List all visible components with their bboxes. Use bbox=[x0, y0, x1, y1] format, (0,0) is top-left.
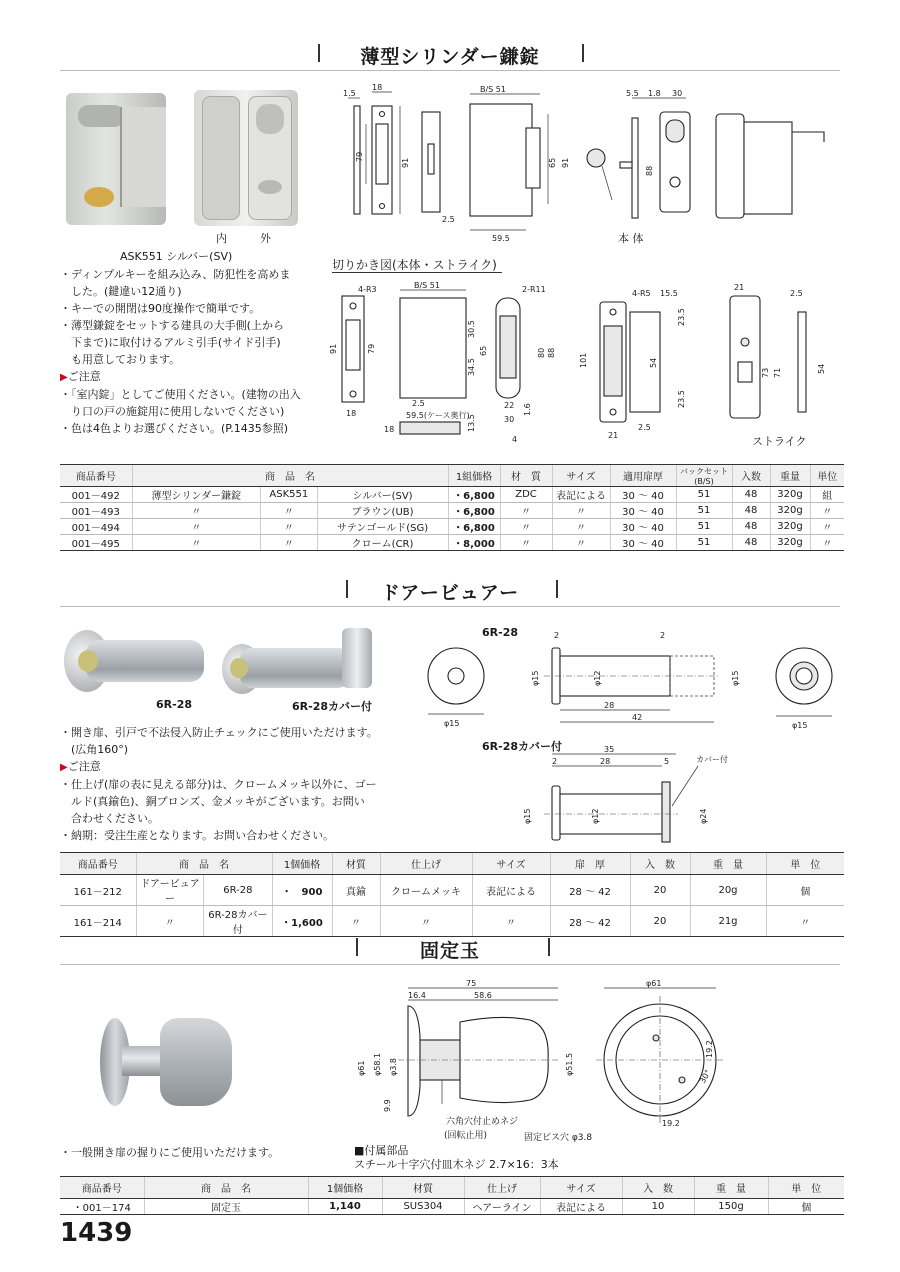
cell: 161－214 bbox=[60, 906, 136, 937]
table-row bbox=[60, 1199, 844, 1215]
cell: 〃 bbox=[500, 535, 552, 551]
col-header: 商 品 名 bbox=[132, 465, 448, 487]
note-line: 合わせください。 bbox=[60, 812, 159, 825]
dim-bs51: B/S 51 bbox=[480, 85, 506, 94]
cell: サテンゴールド(SG) bbox=[317, 519, 448, 535]
col-header: 商 品 名 bbox=[136, 853, 272, 875]
title-rule bbox=[60, 964, 840, 965]
drawing-label-6r28-cover: 6R-28カバー付 bbox=[482, 740, 562, 753]
dim-42: 42 bbox=[632, 713, 643, 722]
section-title-cylinder-lock: 薄型シリンダー鎌錠 bbox=[360, 46, 540, 68]
cell: シルバー(SV) bbox=[317, 487, 448, 503]
dim-21: 21 bbox=[608, 431, 619, 440]
cover-label: カバー付 bbox=[696, 755, 728, 764]
table-header-row bbox=[60, 465, 844, 487]
lock-body-drawing bbox=[330, 84, 850, 244]
note-line: ・「室内錠」としてご使用ください。(建物の出入 bbox=[60, 388, 301, 401]
price-cell: ・8,000 bbox=[448, 535, 500, 551]
cell: 〃 bbox=[552, 535, 610, 551]
cell: 150g bbox=[694, 1199, 768, 1215]
cell: 〃 bbox=[261, 535, 318, 551]
col-header: 仕上げ bbox=[380, 853, 472, 875]
photo-caption: ASK551 シルバー(SV) bbox=[120, 250, 233, 263]
viewer-label-b: 6R-28カバー付 bbox=[292, 700, 372, 713]
dim-4: 4 bbox=[512, 435, 518, 444]
title-bar-right bbox=[556, 580, 558, 598]
dim-30b: 30 bbox=[504, 415, 515, 424]
cutout-drawing bbox=[330, 282, 850, 452]
dim-deg30: 30° bbox=[697, 1068, 713, 1085]
col-header: 重 量 bbox=[694, 1177, 768, 1199]
cell: 〃 bbox=[472, 906, 550, 937]
dim-54: 54 bbox=[649, 357, 658, 368]
cell: 〃 bbox=[810, 503, 844, 519]
table-header-row bbox=[60, 1177, 844, 1199]
dim-54b: 54 bbox=[817, 363, 826, 374]
cell: 28 ～ 42 bbox=[550, 906, 630, 937]
note-line: り口の戸の施錠用に使用しないでください) bbox=[60, 405, 285, 418]
feature-line: 下まで)に取付けるアルミ引手(サイド引手) bbox=[60, 336, 281, 349]
cell: ドアービュアー bbox=[136, 875, 204, 906]
title-bar-right bbox=[548, 938, 550, 956]
col-header: 入 数 bbox=[622, 1177, 694, 1199]
col-header: 重 量 bbox=[690, 853, 766, 875]
section-title-door-viewer: ドアービュアー bbox=[380, 582, 520, 604]
cell: 個 bbox=[768, 1199, 844, 1215]
col-header: 適用扉厚 bbox=[610, 465, 676, 487]
knob-face-drawing bbox=[596, 976, 726, 1126]
screw-label-1: 六角穴付止めネジ bbox=[446, 1117, 519, 1127]
dim-91b: 91 bbox=[561, 157, 570, 168]
table-row bbox=[60, 503, 844, 519]
dim-18b: 18 bbox=[346, 409, 357, 418]
col-header: 入数 bbox=[732, 465, 770, 487]
cell: 320g bbox=[770, 487, 810, 503]
cell: 〃 bbox=[132, 535, 261, 551]
dim-case: 59.5(ケース奥行) bbox=[406, 411, 470, 420]
dim-58-6: 58.6 bbox=[474, 991, 492, 1000]
parts-heading: ■付属部品 bbox=[354, 1144, 409, 1157]
cell: クロームメッキ bbox=[380, 875, 472, 906]
viewer-drawing-6r28-cover bbox=[500, 746, 760, 846]
cell: 001－494 bbox=[60, 519, 132, 535]
dim-91: 91 bbox=[401, 157, 410, 168]
feature-line: ・キーでの開閉は90度操作で簡単です。 bbox=[60, 302, 261, 315]
cell: 〃 bbox=[261, 503, 318, 519]
dim-bs51b: B/S 51 bbox=[414, 281, 440, 290]
dim-2a: 2 bbox=[554, 631, 560, 640]
cell: 〃 bbox=[332, 906, 380, 937]
table-row bbox=[60, 906, 844, 937]
cell: ZDC bbox=[500, 487, 552, 503]
photo-label-outer: 外 bbox=[260, 232, 271, 245]
dim-18: 18 bbox=[372, 83, 383, 92]
col-header: 重量 bbox=[770, 465, 810, 487]
dim-r3: 4-R3 bbox=[358, 285, 377, 294]
price-cell: ・1,600 bbox=[272, 906, 332, 937]
note-line: ・色は4色よりお選びください。(P.1435参照) bbox=[60, 422, 288, 435]
photo-label-inner: 内 bbox=[216, 232, 227, 245]
cell: 320g bbox=[770, 503, 810, 519]
dim-19-2: 19.2 bbox=[705, 1040, 714, 1058]
knob-section-drawing bbox=[350, 976, 580, 1136]
cell: 21g bbox=[690, 906, 766, 937]
col-header: 1個価格 bbox=[272, 853, 332, 875]
dim-65b: 65 bbox=[479, 345, 488, 356]
title-rule bbox=[60, 70, 840, 71]
cell: 51 bbox=[676, 519, 732, 535]
cell: 30 ～ 40 bbox=[610, 519, 676, 535]
s1-feature-list bbox=[60, 266, 301, 437]
price-cell: ・ 900 bbox=[272, 875, 332, 906]
dim-phi12b: φ12 bbox=[591, 808, 600, 824]
col-header: サイズ bbox=[540, 1177, 622, 1199]
cell: 〃 bbox=[132, 519, 261, 535]
knob-photo bbox=[100, 1012, 240, 1112]
cell: 320g bbox=[770, 535, 810, 551]
dim-79: 79 bbox=[355, 151, 364, 162]
dim-23-5: 23.5 bbox=[677, 308, 686, 326]
col-header: 材質 bbox=[382, 1177, 464, 1199]
viewer-photo-6r28-cover bbox=[222, 618, 382, 694]
cell: 001－492 bbox=[60, 487, 132, 503]
col-header: 単 位 bbox=[768, 1177, 844, 1199]
dim-28: 28 bbox=[604, 701, 615, 710]
cell: 個 bbox=[766, 875, 844, 906]
cell: 30 ～ 40 bbox=[610, 503, 676, 519]
cell: 48 bbox=[732, 519, 770, 535]
drawing-label-6r28: 6R-28 bbox=[482, 626, 518, 639]
title-bar-right bbox=[582, 44, 584, 62]
cell: 48 bbox=[732, 535, 770, 551]
cell: 001－493 bbox=[60, 503, 132, 519]
note-line: ・納期：受注生産となります。お問い合わせください。 bbox=[60, 829, 335, 842]
dim-71: 71 bbox=[773, 367, 782, 378]
lock-photo-outer bbox=[194, 90, 298, 226]
dim-phi61: φ61 bbox=[357, 1060, 366, 1076]
feature-line: ・ディンプルキーを組み込み、防犯性を高めま bbox=[60, 268, 291, 281]
col-header: 仕上げ bbox=[464, 1177, 540, 1199]
dim-15-5: 15.5 bbox=[660, 289, 678, 298]
dim-101: 101 bbox=[579, 352, 588, 368]
s2-spec-table bbox=[60, 852, 844, 937]
dim-9-9: 9.9 bbox=[383, 1099, 392, 1112]
col-header: 商品番号 bbox=[60, 465, 132, 487]
note-arrow-icon: ▶ bbox=[60, 762, 68, 773]
cell: 真鍮 bbox=[332, 875, 380, 906]
dim-16-4: 16.4 bbox=[408, 991, 426, 1000]
price-cell: ・6,800 bbox=[448, 519, 500, 535]
cell: クローム(CR) bbox=[317, 535, 448, 551]
dim-phi3-8: φ3.8 bbox=[389, 1058, 398, 1076]
cell: 〃 bbox=[261, 519, 318, 535]
cell: 48 bbox=[732, 503, 770, 519]
cell: 6R-28 bbox=[204, 875, 272, 906]
cell: 320g bbox=[770, 519, 810, 535]
dim-21b: 21 bbox=[734, 283, 745, 292]
dim-2-5: 2.5 bbox=[442, 215, 455, 224]
col-header: 入 数 bbox=[630, 853, 690, 875]
s1-spec-table bbox=[60, 464, 844, 551]
dim-30-5: 30.5 bbox=[467, 320, 476, 338]
cutout-heading: 切りかき図(本体・ストライク) bbox=[332, 258, 497, 272]
cell: SUS304 bbox=[382, 1199, 464, 1215]
dim-phi15c: φ15 bbox=[731, 670, 740, 686]
cell: 〃 bbox=[810, 519, 844, 535]
dim-30: 30 bbox=[672, 89, 683, 98]
drawing-label-body: 本 体 bbox=[618, 232, 644, 245]
col-header: 材 質 bbox=[500, 465, 552, 487]
note-heading: ご注意 bbox=[67, 370, 101, 383]
dim-73: 73 bbox=[761, 367, 770, 378]
table-row bbox=[60, 875, 844, 906]
dim-88: 88 bbox=[645, 165, 654, 176]
cell: 薄型シリンダー鎌錠 bbox=[132, 487, 261, 503]
dim-r5: 4-R5 bbox=[632, 289, 651, 298]
cell: 20 bbox=[630, 875, 690, 906]
dim-phi12: φ12 bbox=[593, 670, 602, 686]
col-header: 扉 厚 bbox=[550, 853, 630, 875]
viewer-label-a: 6R-28 bbox=[156, 698, 192, 711]
cell: 〃 bbox=[500, 503, 552, 519]
note-line: ・仕上げ(扉の表に見える部分)は、クロームメッキ以外に、ゴー bbox=[60, 778, 377, 791]
dim-34-5: 34.5 bbox=[467, 358, 476, 376]
cell: 固定玉 bbox=[144, 1199, 308, 1215]
cutout-rule bbox=[332, 272, 502, 273]
dim-phi51-5: φ51.5 bbox=[565, 1052, 574, 1076]
dim-5-5: 5.5 bbox=[626, 89, 639, 98]
section-title-fixed-knob: 固定玉 bbox=[419, 940, 480, 962]
dim-phi15e: φ15 bbox=[523, 808, 532, 824]
viewer-photo-6r28 bbox=[64, 630, 204, 692]
col-header: 1組価格 bbox=[448, 465, 500, 487]
dim-1-5: 1.5 bbox=[343, 89, 356, 98]
cell: 組 bbox=[810, 487, 844, 503]
dim-35: 35 bbox=[604, 745, 615, 754]
cell: 〃 bbox=[810, 535, 844, 551]
cell: 表記による bbox=[552, 487, 610, 503]
cell: 51 bbox=[676, 487, 732, 503]
col-header: 単 位 bbox=[766, 853, 844, 875]
cell: 表記による bbox=[540, 1199, 622, 1215]
strike-label: ストライク bbox=[752, 435, 807, 448]
cell: 28 ～ 42 bbox=[550, 875, 630, 906]
col-header: 商品番号 bbox=[60, 853, 136, 875]
cell: 20g bbox=[690, 875, 766, 906]
cell: 30 ～ 40 bbox=[610, 535, 676, 551]
dim-phi15d: φ15 bbox=[792, 721, 808, 730]
feature-line: ・開き扉、引戸で不法侵入防止チェックにご使用いただけます。 bbox=[60, 726, 378, 739]
table-header-row bbox=[60, 853, 844, 875]
s2-feature-list bbox=[60, 724, 378, 844]
dim-5: 5 bbox=[664, 757, 670, 766]
dim-phi15: φ15 bbox=[444, 719, 460, 728]
dim-phi24: φ24 bbox=[699, 808, 708, 824]
lock-photo-inner bbox=[66, 93, 166, 225]
dim-79b: 79 bbox=[367, 343, 376, 354]
dim-2-5c: 2.5 bbox=[638, 423, 651, 432]
dim-2-5d: 2.5 bbox=[790, 289, 803, 298]
feature-line: ・薄型鎌錠をセットする建具の大手側(上から bbox=[60, 319, 284, 332]
cell: 51 bbox=[676, 503, 732, 519]
viewer-drawing-6r28 bbox=[420, 630, 840, 730]
feature-line: も用意しております。 bbox=[60, 353, 181, 366]
cell: 〃 bbox=[132, 503, 261, 519]
dim-2b: 2 bbox=[660, 631, 666, 640]
dim-phi61b: φ61 bbox=[646, 979, 662, 988]
price-cell: ・6,800 bbox=[448, 487, 500, 503]
page-number: 1439 bbox=[60, 1218, 133, 1248]
cell: 10 bbox=[622, 1199, 694, 1215]
dim-2c: 2 bbox=[552, 757, 558, 766]
table-row bbox=[60, 535, 844, 551]
dim-28b: 28 bbox=[600, 757, 611, 766]
price-cell: ・6,800 bbox=[448, 503, 500, 519]
cell: 表記による bbox=[472, 875, 550, 906]
col-header: バックセット(B/S) bbox=[676, 465, 732, 487]
cell: ブラウン(UB) bbox=[317, 503, 448, 519]
dim-18c: 18 bbox=[384, 425, 395, 434]
dim-23-5b: 23.5 bbox=[677, 390, 686, 408]
col-header: 単位 bbox=[810, 465, 844, 487]
cell: 〃 bbox=[380, 906, 472, 937]
cell: 〃 bbox=[552, 503, 610, 519]
cell: ・001－174 bbox=[60, 1199, 144, 1215]
col-header: サイズ bbox=[552, 465, 610, 487]
s3-feature-list bbox=[60, 1144, 279, 1161]
col-header: 1個価格 bbox=[308, 1177, 382, 1199]
price-cell: 1,140 bbox=[308, 1199, 382, 1215]
cell: ヘアーライン bbox=[464, 1199, 540, 1215]
dim-22: 22 bbox=[504, 401, 515, 410]
screw-label-2: (回転止用) bbox=[444, 1131, 488, 1141]
dim-phi15b: φ15 bbox=[531, 670, 540, 686]
cell: 〃 bbox=[136, 906, 204, 937]
feature-line: した。(鍵違い12通り) bbox=[60, 285, 182, 298]
dim-phi58-1: φ58.1 bbox=[373, 1052, 382, 1076]
cell: 20 bbox=[630, 906, 690, 937]
note-arrow-icon: ▶ bbox=[60, 372, 68, 383]
col-header: 材質 bbox=[332, 853, 380, 875]
dim-13-5: 13.5 bbox=[467, 414, 476, 432]
feature-line: (広角160°) bbox=[60, 743, 129, 756]
cell: ASK551 bbox=[261, 487, 318, 503]
dim-65: 65 bbox=[548, 157, 557, 168]
cell: 48 bbox=[732, 487, 770, 503]
cell: 6R-28カバー付 bbox=[204, 906, 272, 937]
cell: 30 ～ 40 bbox=[610, 487, 676, 503]
col-header: サイズ bbox=[472, 853, 550, 875]
cell: 51 bbox=[676, 535, 732, 551]
dim-75: 75 bbox=[466, 979, 477, 988]
dim-19-2b: 19.2 bbox=[662, 1119, 680, 1128]
col-header: 商品番号 bbox=[60, 1177, 144, 1199]
feature-line: ・一般開き扉の握りにご使用いただけます。 bbox=[60, 1146, 280, 1159]
note-line: ルド(真鍮色)、銅ブロンズ、金メッキがございます。お問い bbox=[60, 795, 365, 808]
parts-text: スチール十字穴付皿木ネジ 2.7×16：3本 bbox=[354, 1158, 559, 1171]
title-rule bbox=[60, 606, 840, 607]
dim-91c: 91 bbox=[329, 343, 338, 354]
s3-spec-table bbox=[60, 1176, 844, 1215]
cell: 〃 bbox=[552, 519, 610, 535]
dim-r11: 2-R11 bbox=[522, 285, 546, 294]
note-heading: ご注意 bbox=[67, 760, 101, 773]
dim-80: 80 bbox=[537, 347, 546, 358]
cell: 001－495 bbox=[60, 535, 132, 551]
cell: 161－212 bbox=[60, 875, 136, 906]
cell: 〃 bbox=[500, 519, 552, 535]
dim-59-5: 59.5 bbox=[492, 234, 510, 243]
fix-hole-label: 固定ビス穴 φ3.8 bbox=[524, 1133, 593, 1143]
dim-1-8: 1.8 bbox=[648, 89, 661, 98]
dim-2-5b: 2.5 bbox=[412, 399, 425, 408]
table-row bbox=[60, 487, 844, 503]
col-header: 商 品 名 bbox=[144, 1177, 308, 1199]
table-row bbox=[60, 519, 844, 535]
dim-88b: 88 bbox=[547, 347, 556, 358]
dim-1-6: 1.6 bbox=[523, 403, 532, 416]
cell: 〃 bbox=[766, 906, 844, 937]
